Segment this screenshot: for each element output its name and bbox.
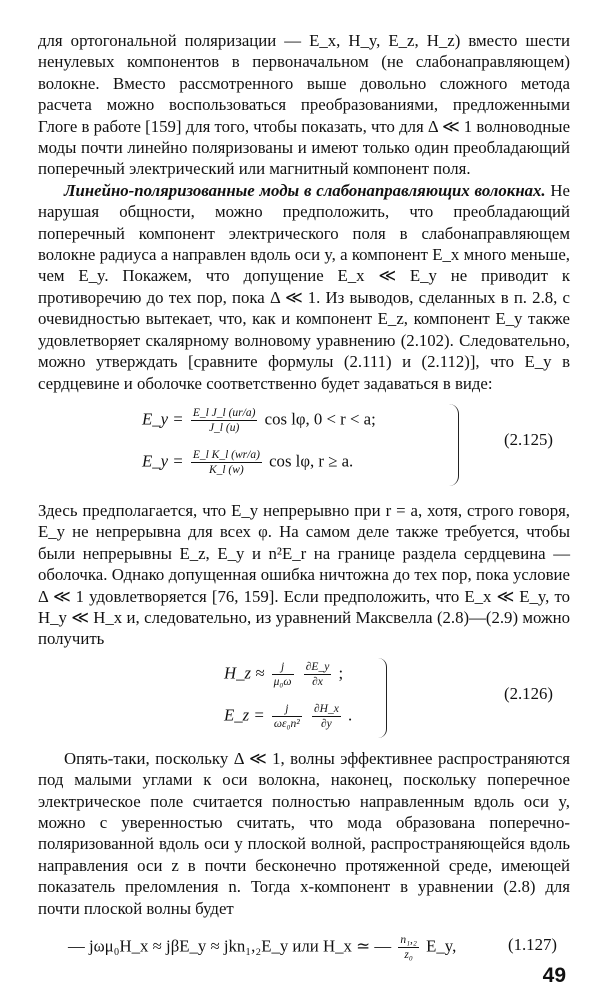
eq126-line2-lhs: E_z = [224,705,265,725]
paragraph-2 [38,180,570,394]
eq125-line2-lhs: E_y = [142,451,184,471]
paragraph-2-body: Не нарушая общности, можно предположить, что преобладающий поперечный компонент электрического поля в слабонаправляющем волокне радиуса a направлен вдоль оси y, а компонент E_x много меньше, чем E_y. Покажем, что допущение E_x ≪ E_y не приводит к противоречию до тех пор, пока Δ ≪ 1. Из выводов, сделанных в п. 2.8, с очевидностью вытекает, что, как и компонент E_z, компонент E_y также удовлетворяет скалярному волновому уравнению (2.102). Следовательно, можно утверждать [сравните формулы (2.111) и (2.112)], что E_y в сердцевине и оболочке соответственно будет задаваться в виде: [38,180,570,393]
equation-2-126 [38,654,570,744]
eq127-end: E_y, [426,936,457,956]
section-heading: Линейно-поляризованные моды в слабонаправляющих волокнах. [64,180,546,200]
eq126-line2-fraction-1 [272,702,302,731]
eq125-line2-numerator: E_l K_l (wr/a) [192,448,260,461]
page-number: 49 [542,964,566,987]
equation-2-125 [38,400,570,492]
eq127-fraction [398,933,419,962]
eq125-line2-denominator: K_l (w) [208,463,244,476]
eq126-number: (2.126) [504,683,553,703]
eq125-line2-rhs: cos lφ, r ≥ a. [269,451,354,471]
eq126-line1-num-2: ∂E_y [305,660,330,673]
eq126-line1-num-1: j [272,660,294,675]
eq126-line1-end: ; [338,663,344,683]
paragraph-4: Опять-таки, поскольку Δ ≪ 1, волны эффективнее распространяются под малыми углами к оси волокна, наконец, поскольку поперечное электрическое поле считается полностью направленным вдоль оси y, можно с уверенностью считать, что мода образована поперечно-поляризованной вдоль оси y плоской волной, распространяющейся вдоль направления оси z в почти бесконечно протяженной среде, имеющей показатель преломления n. Тогда x-компонент в уравнении (2.8) для почти плоской волны будет [38,748,570,918]
eq126-line1-lhs: H_z ≈ [224,663,265,683]
eq125-line1-numerator: E_l J_l (ur/a) [192,406,256,419]
eq127-text: — jωμ₀H_x ≈ jβE_y ≈ jkn₁,₂E_y или H_x ≃ — [68,936,392,956]
equation-1-127 [38,925,570,975]
eq126-brace [378,658,387,738]
eq126-line2-end: . [348,705,353,725]
eq126-line1-fraction-1 [272,660,294,689]
eq126-line2-fraction-2 [312,702,341,731]
paragraph-3: Здесь предполагается, что E_y непрерывно при r = a, хотя, строго говоря, E_y не непрерывна для всех φ. На самом деле также требуется, чтобы были непрерывны E_z, E_y и n²E_r на границе раздела сердцевина — оболочка. Однако допущенная ошибка ничтожна до тех пор, пока условие Δ ≪ 1 удовлетворяется [76, 159]. Если предположить, что E_x ≪ E_y, то H_y ≪ H_x и, следовательно, из уравнений Максвелла (2.8)—(2.9) можно получить [38,500,570,649]
eq125-line2-fraction [191,448,262,477]
eq126-line1-den-1: μ₀ω [273,675,292,688]
eq126-line1-fraction-2 [304,660,332,689]
eq125-line1-rhs: cos lφ, 0 < r < a; [264,409,376,429]
eq126-line1-den-2: ∂x [312,675,323,688]
eq125-line1-denominator: J_l (u) [208,421,240,434]
eq125-line1-lhs: E_y = [142,409,184,429]
paragraph-1: для ортогональной поляризации — E_x, H_y, E_z, H_z) вместо шести ненулевых компонентов в первоначальном (не слабонаправляющем) волокне. Вместо рассмотренного выше довольно сложного метода расчета можно воспользоваться преобразованиями, предложенными Глоге в работе [159] для того, чтобы показать, что для Δ ≪ 1 волноводные моды почти линейно поляризованы и имеют только один преобладающий поперечный электрический или магнитный компонент поля. [38,31,571,179]
eq126-line2-den-1: ωε₀n² [273,717,300,730]
eq125-number: (2.125) [504,429,553,449]
eq126-line2-den-2: ∂y [320,717,332,730]
eq126-line2-num-2: ∂H_x [313,702,339,715]
eq127-denominator: z₀ [404,949,413,961]
eq127-numerator: n₁,₂ [400,934,417,946]
eq126-line2-num-1: j [272,702,302,717]
eq125-line1-fraction [191,406,258,435]
page-body [38,30,570,975]
eq125-brace [448,404,459,486]
eq127-number: (1.127) [508,935,557,954]
